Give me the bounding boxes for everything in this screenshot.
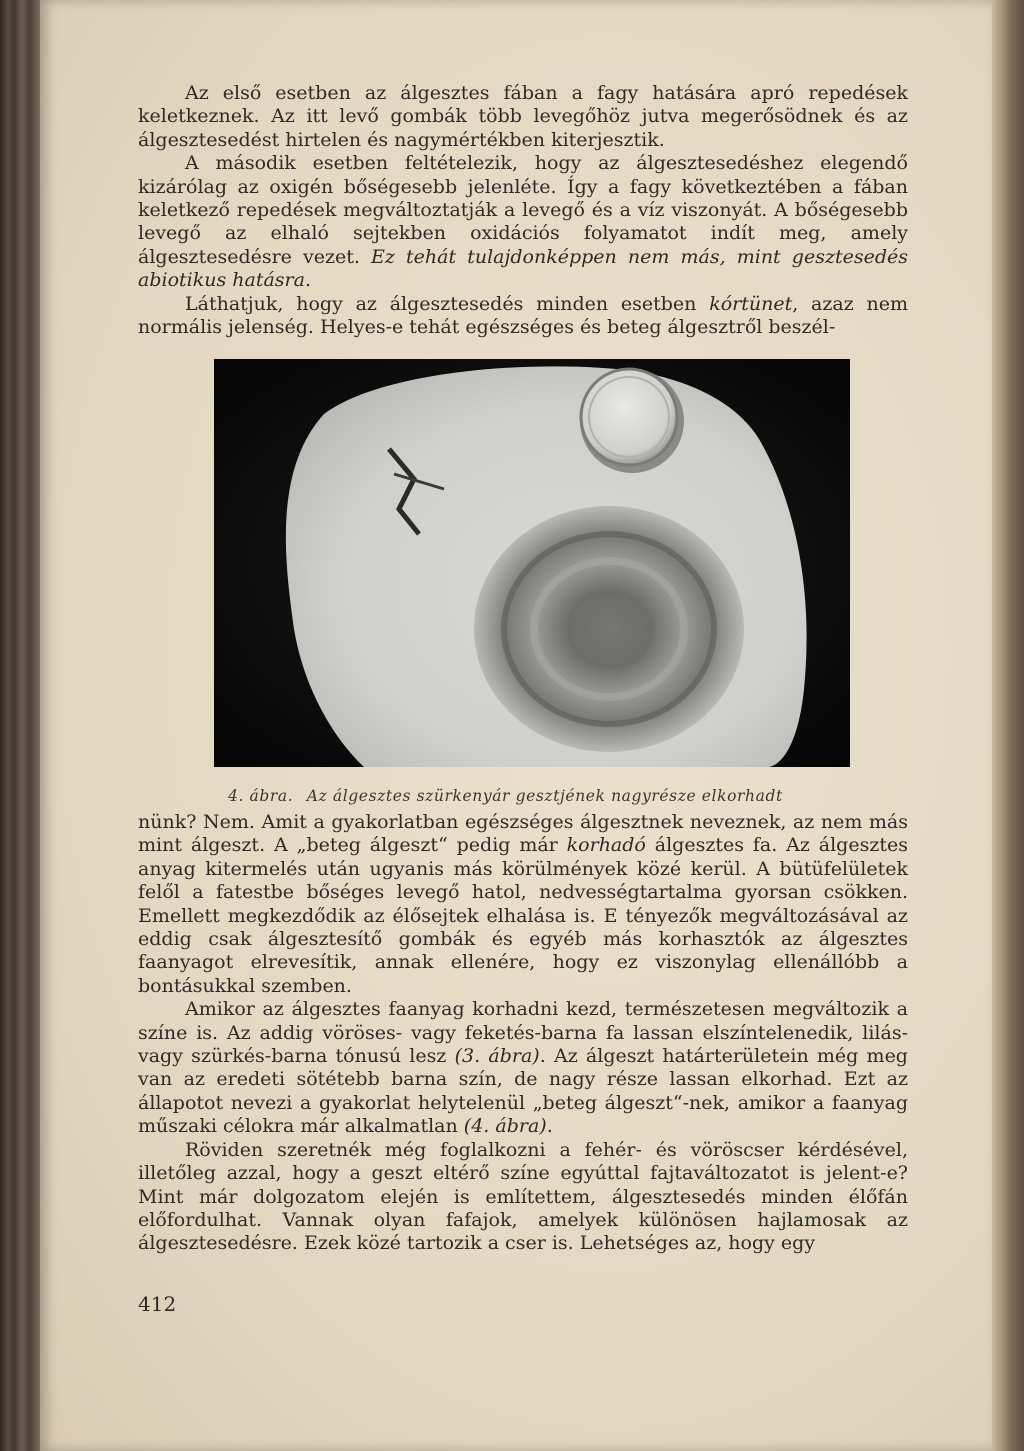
body-text-lower [138,811,908,1256]
paragraph [138,998,908,1138]
paragraph [138,1139,908,1256]
text-run: . [546,1115,553,1138]
italic-text-run: kórtünet [709,292,793,315]
text-run: . Az álgeszt határterületein még meg van az eredeti sötétebb barna szín, de nagy része lassan elkorhad. Ezt az állapotot nevezi a gyakorlat helytelenül „beteg álgeszt“-nek, amikor a faanyag műszaki célokra már alkalmatlan [138,1045,908,1138]
text-run: álgesztes fa. Az álgesztes anyag kitermelés után ugyanis más körülmények közé kerül. A bütüfelületek felől a fatestbe bőséges levegő hatol, nedvességtartalma gyorsan csökken. Emellett megkezdődik az élősejtek elhalása is. E tényezők megváltozásával az eddig csak álgesztesítő gombák és egyéb más korhasztók az álgesztes faanyagot elrevesítik, annak ellenére, hogy ez viszonylag ellenállóbb a bontásukkal szemben. [138,834,908,997]
paragraph [138,811,908,998]
text-run: Amikor az álgesztes faanyag korhadni kezd, természetesen megváltozik a színe is. Az addig vöröses- vagy feketés-barna fa lassan elszíntelenedik, lilás- vagy szürkés-barna tónusú lesz [138,998,908,1068]
page-number: 412 [138,1292,177,1316]
italic-text-run: (4. ábra) [463,1115,547,1138]
italic-text-run: korhadó [566,834,646,857]
paragraph [138,152,908,292]
body-text-upper [138,82,908,339]
italic-text-run: (3. ábra) [454,1045,540,1068]
text-run: Láthatjuk, hogy az álgesztesedés minden esetben [185,292,710,315]
rot-center [570,593,654,669]
text-run: , azaz nem normális jelenség. Helyes-e tehát egészséges és beteg álgesztről beszél- [138,292,909,339]
text-run: Az első esetben az álgesztes fában a fagy hatására apró repedések keletkeznek. Az itt levő gombák több levegőhöz jutva megerősödnek és az álgesztesedést hirtelen és nagymértékben kiterjesztik. [138,82,908,151]
page-edge-stack [992,0,1024,1451]
reference-coin [581,369,677,465]
figure-caption-text: Az álgesztes szürkenyár gesztjének nagyrésze elkorhadt [306,787,783,805]
italic-text-run: Ez tehát tulajdonképpen nem más, mint gesztesedés abiotikus hatásra. [138,245,908,292]
figure-caption [228,787,848,805]
text-run: nünk? Nem. Amit a gyakorlatban egészséges álgesztnek neveznek, az nem más mint álgeszt. A „beteg álgeszt“ pedig már [138,811,908,857]
figure-photo-wood-cross-section [214,359,850,767]
text-run: A második esetben feltételezik, hogy az álgesztesedéshez elegendő kizárólag az oxigén bőségesebb jelenléte. Így a fagy következtében a fában keletkező repedések megváltoztatják a levegő és a víz viszonyát. A bőségesebb levegő az elhaló sejtekben oxidációs folyamatot indít meg, amely álgesztesedésre vezet. [138,152,908,268]
book-spine-shadow [0,0,40,1451]
wood-cross-section-photo [214,359,850,767]
text-run: Röviden szeretnék még foglalkozni a fehér- és vöröscser kérdésével, illetőleg azzal, hogy a geszt eltérő színe egyúttal fajtaváltozatot is jelent-e? Mint már dolgozatom elején is említettem, álgesztesedés minden élőfán előfordulhat. Vannak olyan fafajok, amelyek különösen hajlamosak az álgesztesedésre. Ezek közé tartozik a cser is. Lehetséges az, hogy egy [138,1138,908,1255]
paragraph [138,293,908,340]
paragraph [138,82,908,152]
figure-caption-number: 4. ábra. [228,787,294,805]
